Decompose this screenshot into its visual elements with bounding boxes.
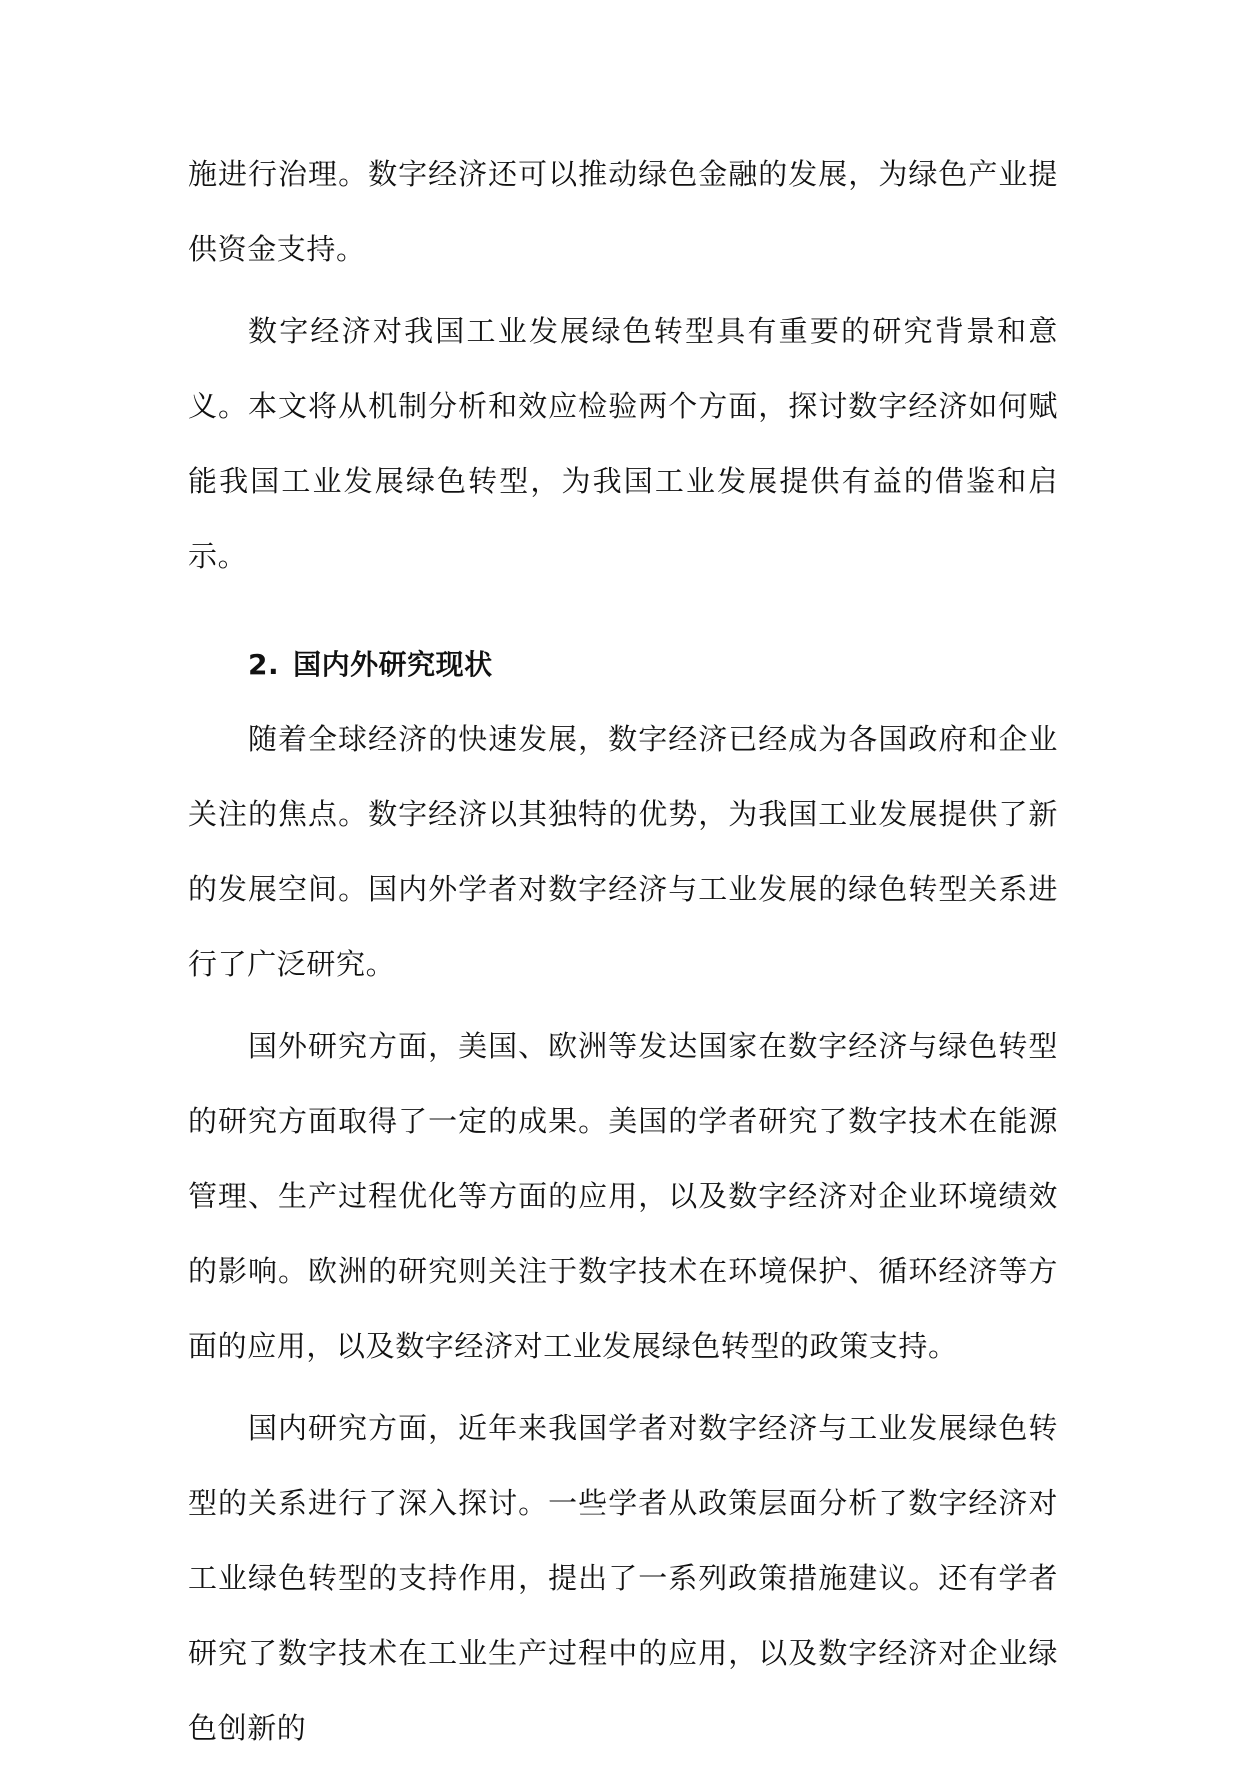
section-number: 2. xyxy=(248,648,280,681)
document-body xyxy=(188,137,1058,1766)
paragraph-foreign-research: 国外研究方面，美国、欧洲等发达国家在数字经济与绿色转型的研究方面取得了一定的成果。美国的学者研究了数字技术在能源管理、生产过程优化等方面的应用，以及数字经济对企业环境绩效的影响。欧洲的研究则关注于数字技术在环境保护、循环经济等方面的应用，以及数字经济对工业发展绿色转型的政策支持。 xyxy=(188,1029,1058,1363)
paragraph-research-significance: 数字经济对我国工业发展绿色转型具有重要的研究背景和意义。本文将从机制分析和效应检验两个方面，探讨数字经济如何赋能我国工业发展绿色转型，为我国工业发展提供有益的借鉴和启示。 xyxy=(188,314,1058,573)
paragraph-continuation: 施进行治理。数字经济还可以推动绿色金融的发展，为绿色产业提供资金支持。 xyxy=(188,157,1058,266)
section-heading xyxy=(188,627,1058,702)
paragraph-domestic-research: 国内研究方面，近年来我国学者对数字经济与工业发展绿色转型的关系进行了深入探讨。一些学者从政策层面分析了数字经济对工业绿色转型的支持作用，提出了一系列政策措施建议。还有学者研究了数字技术在工业生产过程中的应用，以及数字经济对企业绿色创新的 xyxy=(188,1411,1058,1745)
section-title: 国内外研究现状 xyxy=(293,648,493,681)
paragraph-overview: 随着全球经济的快速发展，数字经济已经成为各国政府和企业关注的焦点。数字经济以其独特的优势，为我国工业发展提供了新的发展空间。国内外学者对数字经济与工业发展的绿色转型关系进行了广泛研究。 xyxy=(188,722,1058,981)
